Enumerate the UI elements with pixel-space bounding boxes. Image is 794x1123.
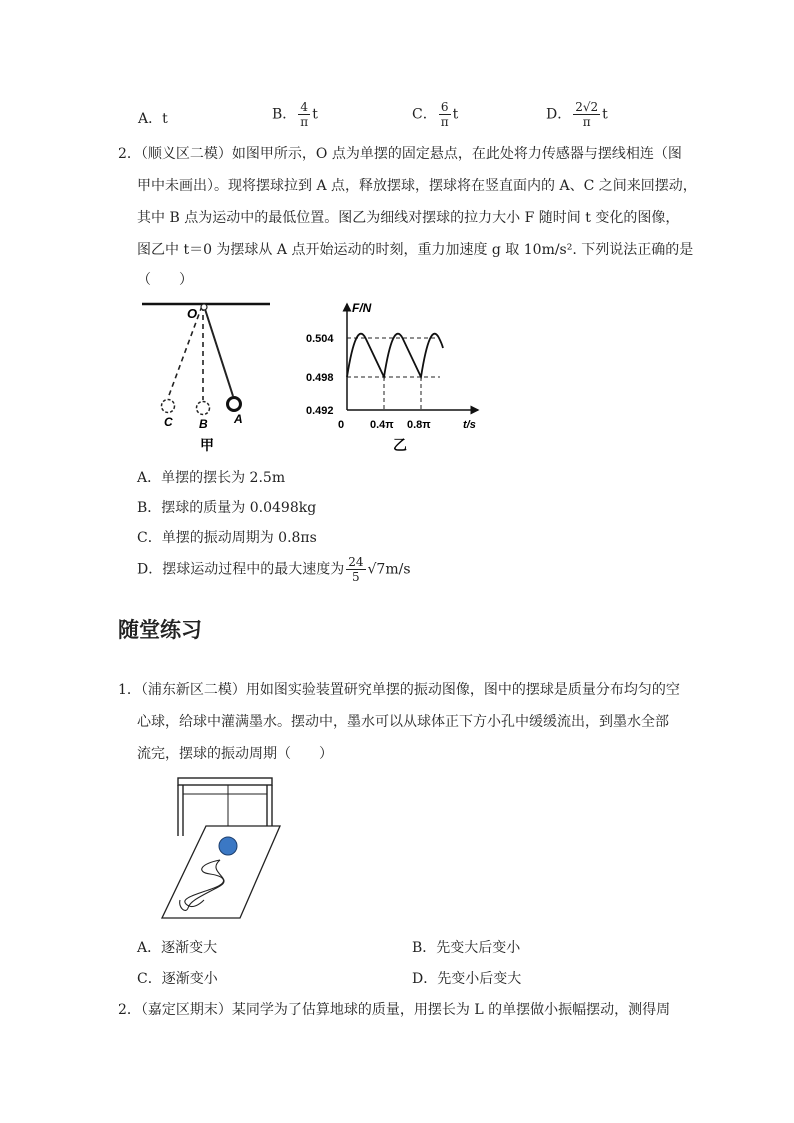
label-c: C bbox=[164, 415, 173, 429]
string-to-a bbox=[204, 306, 233, 396]
y-tick-0498: 0.498 bbox=[306, 372, 334, 384]
option-c-prev: C． $\frac{6}{\pi}$ t bbox=[412, 100, 459, 129]
origin-label: 0 bbox=[338, 419, 345, 431]
p1-line-1: 1．（浦东新区二模）用如图实验装置研究单摆的振动图像，图中的摆球是质量分布均匀的空 bbox=[118, 682, 680, 698]
y-axis-label: F/N bbox=[352, 301, 372, 315]
p1-option-a: A．逐渐变大 bbox=[137, 940, 218, 956]
pivot-point-o bbox=[201, 304, 207, 310]
option-a-prev: A．t bbox=[138, 111, 168, 127]
pendulum-figure-jia bbox=[138, 298, 278, 458]
p1-option-b: B．先变大后变小 bbox=[412, 940, 521, 956]
p1-line-2: 心球，给球中灌满墨水。摆动中，墨水可以从球体正下方小孔中缓缓流出，到墨水全部 bbox=[137, 714, 669, 730]
ink-ball bbox=[219, 837, 237, 855]
p1-option-c: C．逐渐变小 bbox=[137, 971, 218, 987]
force-curve bbox=[347, 334, 443, 377]
y-tick-0492: 0.492 bbox=[306, 405, 334, 417]
q2-option-c: C．单摆的振动周期为 0.8πs bbox=[137, 530, 317, 546]
option-b-prev: B． $\frac{4}{\pi}$ t bbox=[272, 100, 318, 129]
x-tick-08pi: 0.8π bbox=[407, 419, 431, 431]
p2-line-1: 2．（嘉定区期末）某同学为了估算地球的质量，用摆长为 L 的单摆做小振幅摆动，测得周 bbox=[118, 1002, 671, 1018]
caption-jia: 甲 bbox=[200, 437, 214, 453]
force-time-graph-yi bbox=[300, 298, 490, 458]
q2-line-1: 2．（顺义区二模）如图甲所示，O 点为单摆的固定悬点，在此处将力传感器与摆线相连（图 bbox=[118, 146, 682, 162]
q2-line-2: 甲中未画出）。现将摆球拉到 A 点，释放摆球，摆球将在竖直面内的 A、C 之间来回摆动， bbox=[137, 178, 697, 194]
q2-option-d: D．摆球运动过程中的最大速度为 $\frac{24}{5}$ √7m/s bbox=[137, 555, 411, 584]
label-o: O bbox=[187, 306, 198, 321]
ball-a bbox=[228, 398, 241, 411]
frame-top-bar bbox=[178, 778, 272, 785]
y-tick-0504: 0.504 bbox=[306, 333, 334, 345]
p1-line-3: 流完，摆球的振动周期（ ） bbox=[137, 746, 333, 762]
p1-option-d: D．先变小后变大 bbox=[412, 971, 522, 987]
q2-answer-paren: （ ） bbox=[137, 272, 193, 288]
label-a: A bbox=[234, 412, 243, 426]
label-b: B bbox=[199, 417, 208, 431]
ink-pendulum-apparatus-figure bbox=[160, 774, 290, 922]
x-tick-04pi: 0.4π bbox=[370, 419, 394, 431]
q2-line-3: 其中 B 点为运动中的最低位置。图乙为细线对摆球的拉力大小 F 随时间 t 变化的图像， bbox=[137, 210, 680, 226]
caption-yi: 乙 bbox=[393, 437, 407, 453]
x-axis-label: t/s bbox=[463, 419, 476, 431]
q2-option-b: B．摆球的质量为 0.0498kg bbox=[137, 500, 317, 516]
ball-c bbox=[162, 400, 175, 413]
ball-b bbox=[197, 402, 210, 415]
q2-line-4: 图乙中 t＝0 为摆球从 A 点开始运动的时刻，重力加速度 g 取 10m/s². 下列说法正确的是 bbox=[137, 242, 694, 258]
option-d-prev: D． $\frac{2√2}{\pi}$ t bbox=[546, 100, 608, 129]
section-title: 随堂练习 bbox=[118, 618, 202, 642]
q2-option-a: A．单摆的摆长为 2.5m bbox=[137, 470, 286, 486]
